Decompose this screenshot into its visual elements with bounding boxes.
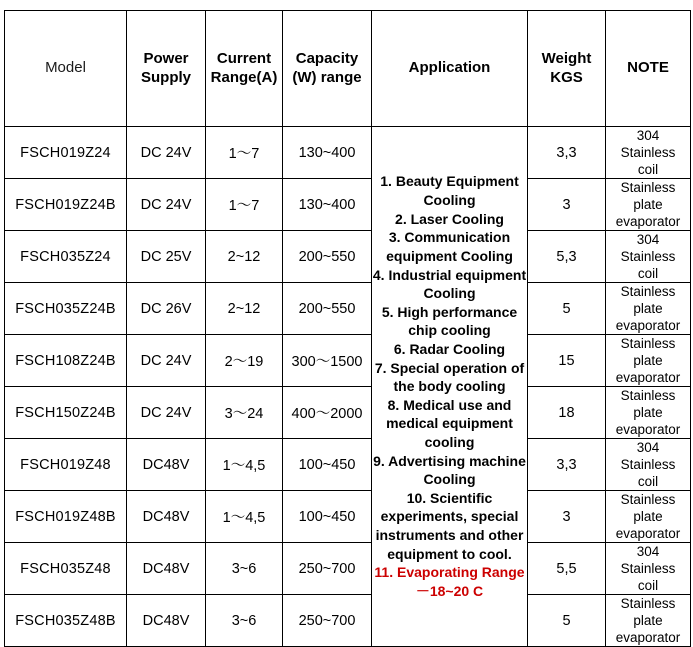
application-list-item: 2. Laser Cooling [395,210,504,227]
note-line-3: evaporator [615,214,681,229]
note-line-1: Stainless [620,492,676,507]
note-line-3: coil [637,162,659,177]
cell-model: FSCH035Z48 [5,543,127,595]
table-row [5,387,691,439]
cell-model: FSCH019Z48 [5,439,127,491]
column-header-weight-line2: KGS [550,68,583,86]
note-line-1: Stainless [620,336,676,351]
note-line-1: 304 [636,232,660,247]
note-line-2: Stainless [620,561,676,576]
cell-capacity: 100~450 [283,491,372,543]
table-row [5,439,691,491]
header-row [5,11,691,127]
cell-capacity: 200~550 [283,283,372,335]
table-body [5,127,691,647]
application-list-item: 1. Beauty Equipment Cooling [380,173,519,209]
application-list-item: 8. Medical use and medical equipment cooling [386,396,513,451]
cell-current-range: 2~12 [206,283,283,335]
application-list-item: 9. Advertising machine Cooling [373,452,526,488]
cell-power-supply: DC 25V [127,231,206,283]
column-header-application: Application [372,11,528,127]
cell-power-supply: DC48V [127,439,206,491]
note-line-2: plate [633,613,663,628]
note-line-3: evaporator [615,526,681,541]
note-line-1: 304 [636,128,660,143]
cell-application-list [372,127,528,647]
application-list-item: 10. Scientific experiments, special instruments and other equipment to cool. [375,489,524,562]
table-header [5,11,691,127]
column-header-power-supply-line1: Power [143,49,189,67]
column-header-power-supply-line2: Supply [140,68,191,86]
cell-model: FSCH019Z24 [5,127,127,179]
note-line-3: evaporator [615,318,681,333]
note-line-1: 304 [636,440,660,455]
cell-weight: 5 [528,595,606,647]
cell-capacity: 250~700 [283,543,372,595]
application-list-item: 3. Communication equipment Cooling [386,229,513,264]
table-row [5,595,691,647]
cell-power-supply: DC 24V [127,127,206,179]
application-list-item: 7. Special operation of the body cooling [374,359,525,395]
cell-note [606,387,691,439]
cell-capacity: 100~450 [283,439,372,491]
column-header-weight-line1: Weight [541,49,592,67]
note-line-2: Stainless [620,145,676,160]
column-header-capacity [283,11,372,127]
cell-model: FSCH150Z24B [5,387,127,439]
cell-capacity: 250~700 [283,595,372,647]
table-row [5,283,691,335]
cell-note [606,283,691,335]
cell-note [606,439,691,491]
cell-capacity: 130~400 [283,127,372,179]
column-header-note: NOTE [606,11,691,127]
cell-current-range: 3～24 [206,387,283,439]
cell-weight: 15 [528,335,606,387]
column-header-capacity-line1: Capacity [295,49,359,67]
column-header-current-range-line1: Current [216,49,272,67]
cell-model: FSCH108Z24B [5,335,127,387]
note-line-3: evaporator [615,630,681,645]
cell-note [606,543,691,595]
cell-model: FSCH019Z24B [5,179,127,231]
cell-current-range: 2～19 [206,335,283,387]
table-row [5,543,691,595]
cell-weight: 5,5 [528,543,606,595]
column-header-capacity-line2: (W) range [292,68,362,86]
cell-note [606,491,691,543]
cell-current-range: 1～7 [206,127,283,179]
cell-power-supply: DC 24V [127,387,206,439]
table-row [5,491,691,543]
cell-capacity: 400～2000 [283,387,372,439]
note-line-2: Stainless [620,249,676,264]
note-line-1: Stainless [620,388,676,403]
cell-note [606,179,691,231]
cell-capacity: 300～1500 [283,335,372,387]
table-row [5,127,691,179]
cell-capacity: 130~400 [283,179,372,231]
column-header-weight [528,11,606,127]
note-line-1: Stainless [620,180,676,195]
note-line-2: Stainless [620,457,676,472]
cell-current-range: 1～7 [206,179,283,231]
note-line-2: plate [633,405,663,420]
cell-note [606,595,691,647]
column-header-current-range-line2: Range(A) [210,68,278,86]
note-line-3: evaporator [615,370,681,385]
column-header-power-supply [127,11,206,127]
cell-note [606,127,691,179]
application-list-item: 5. High performance chip cooling [381,303,518,339]
cell-power-supply: DC48V [127,595,206,647]
note-line-2: plate [633,353,663,368]
cell-model: FSCH035Z24 [5,231,127,283]
cell-current-range: 1～4,5 [206,491,283,543]
note-line-3: coil [637,266,659,281]
cell-current-range: 1～4,5 [206,439,283,491]
cell-power-supply: DC 26V [127,283,206,335]
cell-capacity: 200~550 [283,231,372,283]
cell-model: FSCH019Z48B [5,491,127,543]
cell-note [606,335,691,387]
cell-weight: 3 [528,179,606,231]
application-list-item: 6. Radar Cooling [393,340,506,357]
note-line-1: 304 [636,544,660,559]
table-row [5,179,691,231]
cell-power-supply: DC 24V [127,335,206,387]
column-header-current-range [206,11,283,127]
cell-weight: 3 [528,491,606,543]
cell-current-range: 3~6 [206,543,283,595]
table-row [5,231,691,283]
cell-weight: 5 [528,283,606,335]
product-specification-table [4,10,691,647]
note-line-1: Stainless [620,284,676,299]
column-header-model: Model [5,11,127,127]
cell-weight: 3,3 [528,439,606,491]
note-line-3: evaporator [615,422,681,437]
note-line-2: plate [633,197,663,212]
cell-power-supply: DC48V [127,491,206,543]
note-line-3: coil [637,578,659,593]
cell-note [606,231,691,283]
application-list [372,172,527,600]
note-line-1: Stainless [620,596,676,611]
cell-power-supply: DC48V [127,543,206,595]
cell-model: FSCH035Z48B [5,595,127,647]
cell-model: FSCH035Z24B [5,283,127,335]
note-line-2: plate [633,509,663,524]
cell-current-range: 3~6 [206,595,283,647]
cell-weight: 5,3 [528,231,606,283]
table-row [5,335,691,387]
note-line-3: coil [637,474,659,489]
cell-power-supply: DC 24V [127,179,206,231]
note-line-2: plate [633,301,663,316]
application-list-item: 4. Industrial equipment Cooling [372,266,527,302]
application-list-item: 11. Evaporating Range －18~20 C [374,564,525,599]
cell-weight: 18 [528,387,606,439]
cell-weight: 3,3 [528,127,606,179]
cell-current-range: 2~12 [206,231,283,283]
